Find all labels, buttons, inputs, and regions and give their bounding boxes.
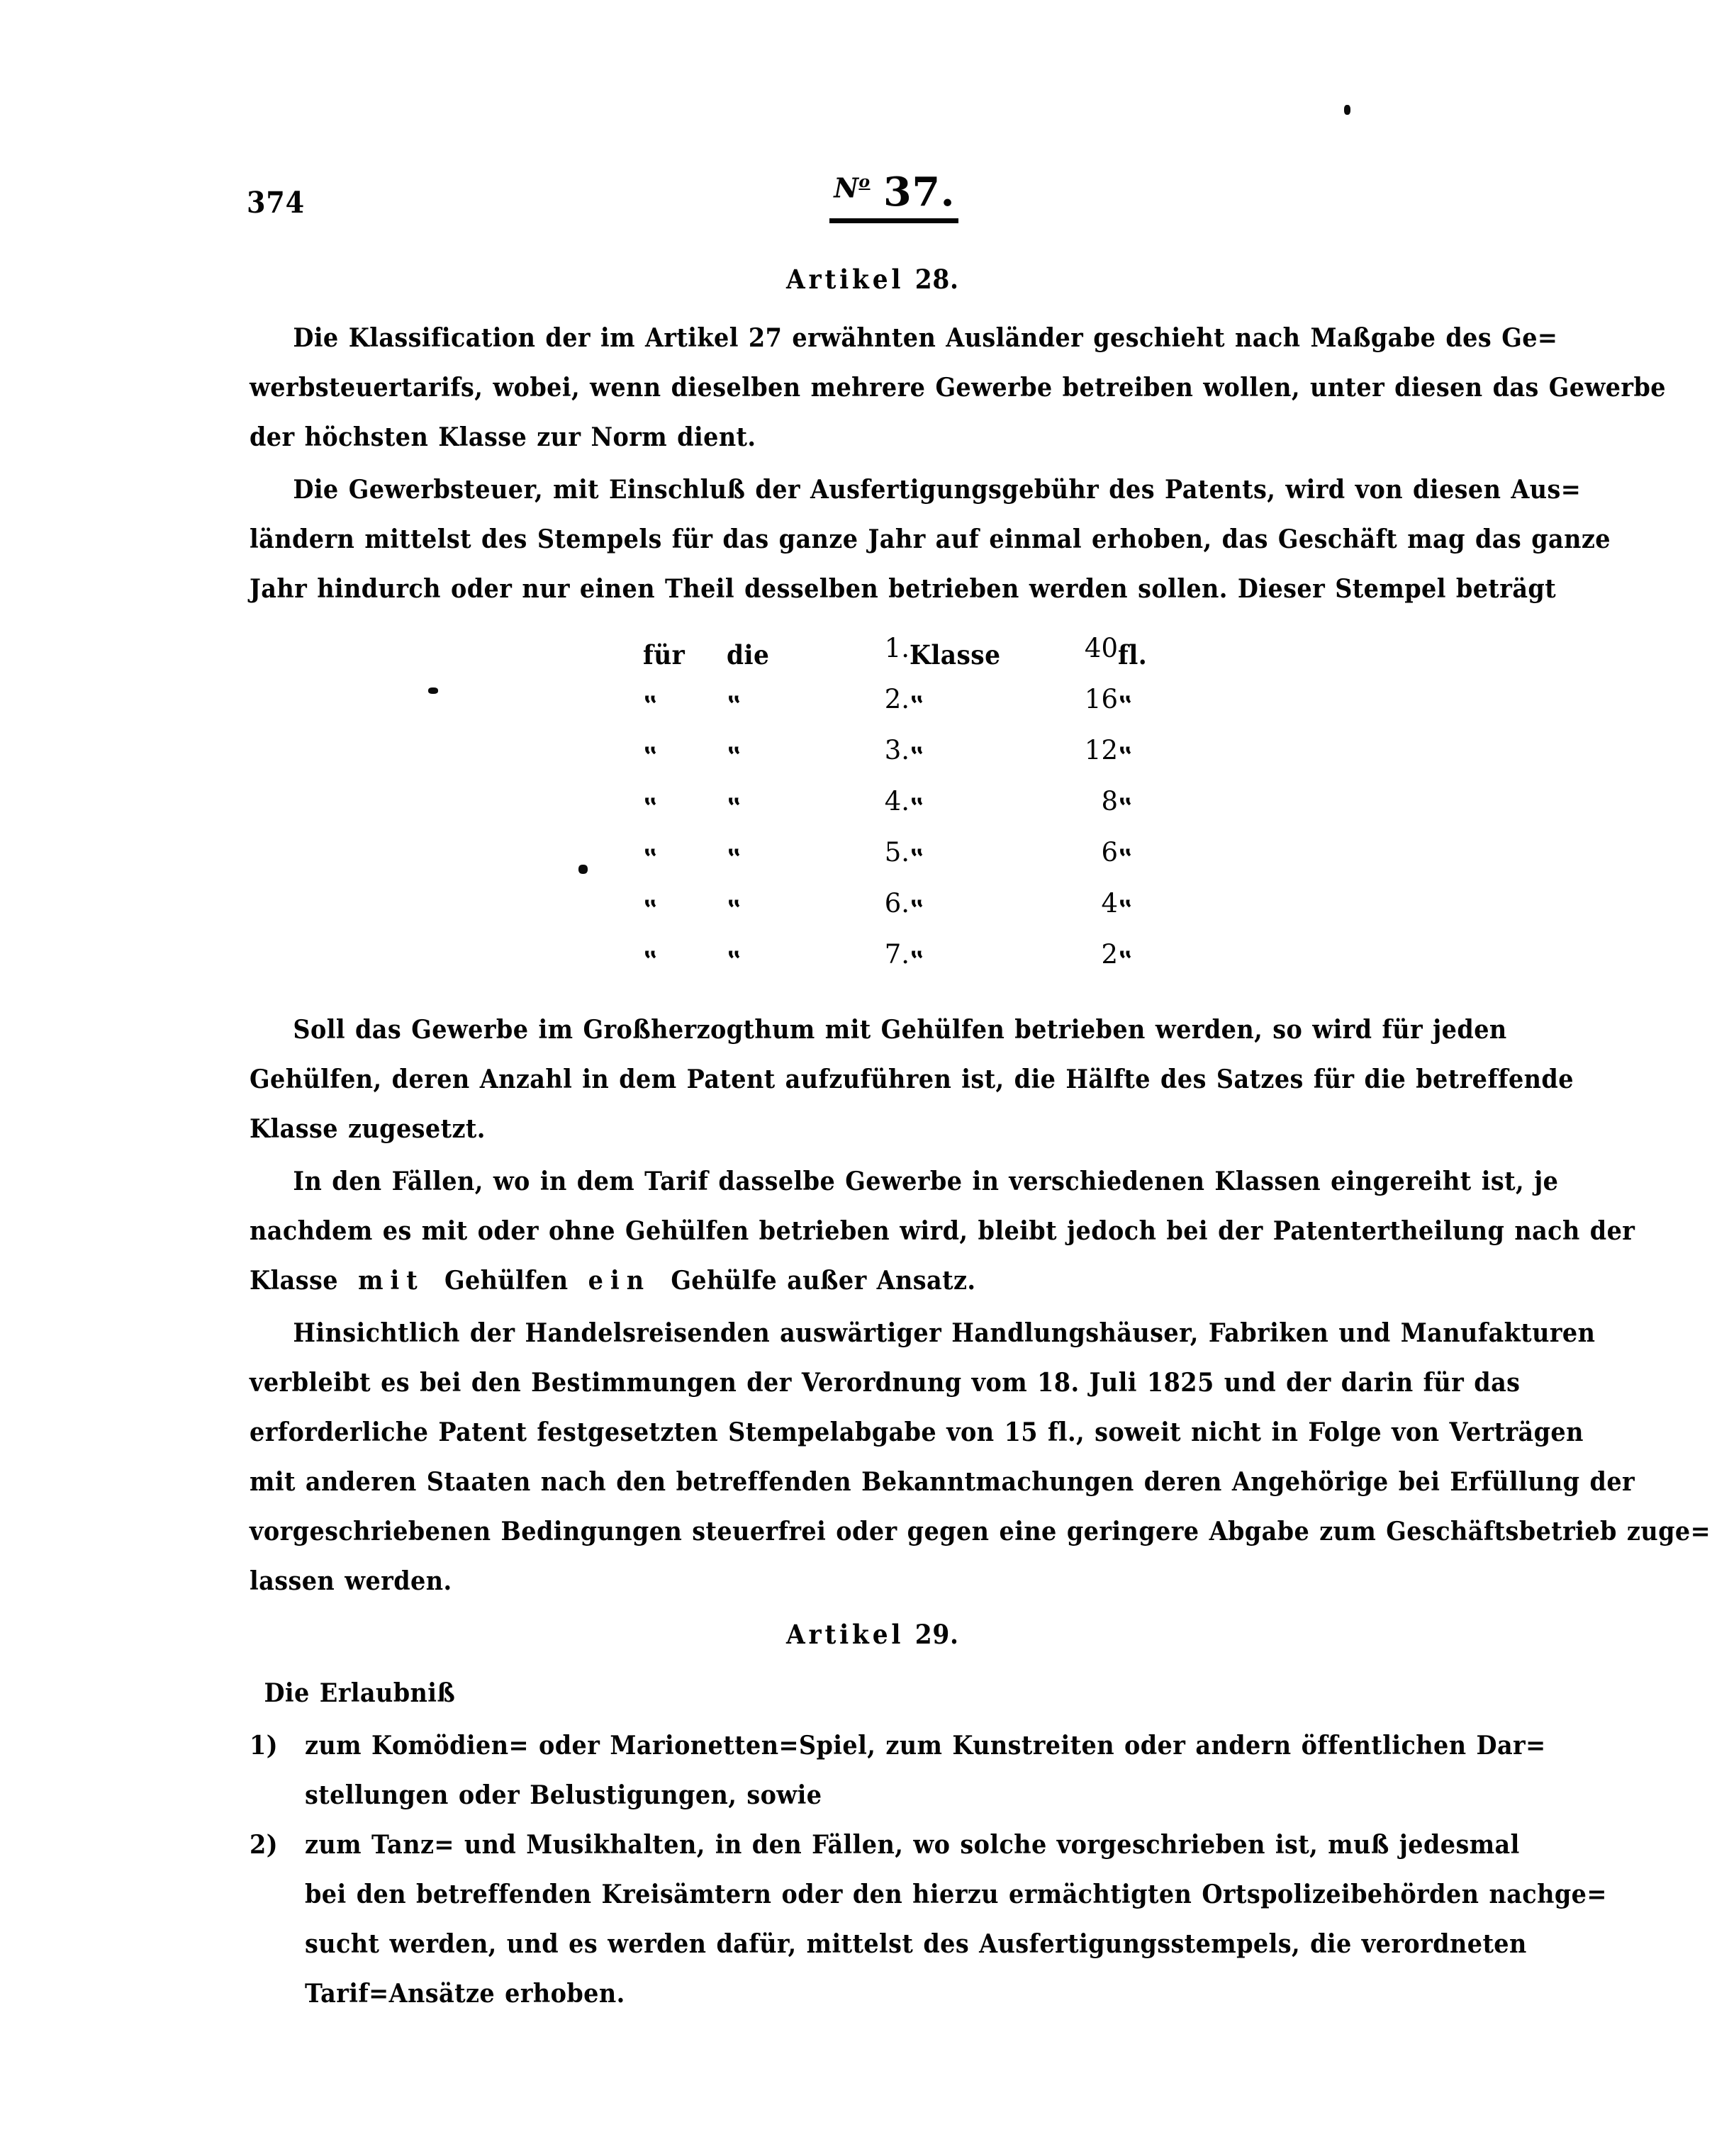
fee-class: 6. [884, 888, 910, 919]
list-item [250, 1820, 1607, 2019]
fee-unit: ‟ [1118, 741, 1134, 773]
table-row [643, 885, 1196, 936]
fee-class: 2. [884, 684, 910, 714]
fee-class-word: ‟ [910, 792, 925, 824]
article-29-heading-number: 29. [914, 1619, 959, 1650]
folio-number: 374 [247, 186, 305, 220]
article-28-paragraph-3 [250, 1005, 1589, 1154]
fee-lead: für [643, 639, 686, 670]
table-row [643, 782, 1196, 833]
fee-unit: ‟ [1118, 843, 1134, 875]
fee-amount: 6 [1101, 837, 1118, 868]
page-header [0, 169, 1729, 249]
article-29-heading-label: Artikel [785, 1619, 905, 1650]
list-item-line: stellungen oder Belustigungen, sowie [305, 1780, 822, 1810]
ink-speck [1344, 105, 1350, 115]
issue-number-value: 37. [883, 169, 955, 215]
fee-lead2: ‟ [727, 792, 742, 824]
fee-lead2: die [727, 639, 770, 670]
paragraph-line-emphasised [250, 1256, 1496, 1306]
paragraph-line: nachdem es mit oder ohne Gehülfen betrieben wird, bleibt jedoch bei der Patentertheilung nach der [250, 1216, 1635, 1246]
emphasis-context-a: Klasse [250, 1266, 338, 1296]
paragraph-line: ländern mittelst des Stempels für das ganze Jahr auf einmal erhoben, das Geschäft mag das ganze [250, 524, 1611, 554]
table-row [643, 833, 1196, 885]
paragraph-line: lassen werden. [250, 1566, 452, 1596]
list-item-line: Tarif=Ansätze erhoben. [305, 1979, 625, 2009]
ink-speck [428, 687, 438, 694]
paragraph-line: Klasse zugesetzt. [250, 1114, 486, 1144]
fee-lead2: ‟ [727, 945, 742, 977]
fee-table-grid [643, 629, 1196, 987]
fee-amount: 8 [1101, 786, 1118, 816]
list-item-line: zum Tanz= und Musikhalten, in den Fällen, wo solche vorgeschrieben ist, muß jedesmal [305, 1830, 1520, 1860]
list-item-marker: 1) [250, 1731, 278, 1761]
issue-prefix-superscript: o [858, 172, 871, 192]
issue-masthead [829, 169, 958, 223]
fee-class: 3. [884, 735, 910, 765]
fee-lead: ‟ [643, 690, 659, 722]
fee-unit: ‟ [1118, 945, 1134, 977]
fee-class: 4. [884, 786, 910, 816]
fee-unit: fl. [1118, 639, 1148, 670]
list-item-line: zum Komödien= oder Marionetten=Spiel, zum Kunstreiten oder andern öffentlichen Dar= [305, 1731, 1546, 1761]
paragraph-line: Die Gewerbsteuer, mit Einschluß der Ausfertigungsgebühr des Patents, wird von diesen Aus= [293, 475, 1582, 505]
article-29-heading [250, 1619, 1496, 1650]
document-body [250, 264, 1711, 2019]
paragraph-line: der höchsten Klasse zur Norm dient. [250, 422, 756, 452]
ink-speck [578, 865, 588, 874]
fee-class-word: Klasse [910, 639, 1001, 670]
article-28-paragraph-5 [250, 1308, 1711, 1606]
fee-amount: 2 [1101, 939, 1118, 970]
paragraph-line: Soll das Gewerbe im Großherzogthum mit Gehülfen betrieben werden, so wird für jeden [293, 1015, 1507, 1045]
fee-amount: 16 [1084, 684, 1118, 714]
fee-class-word: ‟ [910, 843, 925, 875]
fee-class-word: ‟ [910, 690, 925, 722]
fee-class-word: ‟ [910, 741, 925, 773]
fee-amount: 12 [1084, 735, 1118, 765]
article-28-paragraph-4 [250, 1157, 1635, 1306]
fee-lead: ‟ [643, 945, 659, 977]
emphasis-word-mit: mit [358, 1266, 425, 1296]
fee-class-word: ‟ [910, 894, 925, 926]
fee-amount: 40 [1084, 633, 1118, 663]
stamp-fee-table [250, 629, 1589, 987]
article-28-heading [250, 264, 1496, 295]
fee-class-word: ‟ [910, 945, 925, 977]
fee-lead: ‟ [643, 894, 659, 926]
paragraph-line: erforderliche Patent festgesetzten Stempelabgabe von 15 fl., soweit nicht in Folge von Verträgen [250, 1417, 1584, 1447]
fee-lead: ‟ [643, 843, 659, 875]
fee-unit: ‟ [1118, 894, 1134, 926]
article-28-paragraph-2 [250, 465, 1611, 614]
masthead-rule [829, 218, 958, 223]
fee-lead2: ‟ [727, 894, 742, 926]
paragraph-line: Die Klassification der im Artikel 27 erwähnten Ausländer geschieht nach Maßgabe des Ge= [293, 323, 1558, 353]
emphasis-word-ein: ein [588, 1266, 651, 1296]
article-29-lead-in: Die Erlaubniß [264, 1678, 456, 1708]
fee-lead2: ‟ [727, 690, 742, 722]
paragraph-line: verbleibt es bei den Bestimmungen der Verordnung vom 18. Juli 1825 und der darin für das [250, 1368, 1521, 1398]
paragraph-line: Jahr hindurch oder nur einen Theil desselben betrieben werden sollen. Dieser Stempel beträgt [250, 574, 1557, 604]
fee-class: 7. [884, 939, 910, 970]
fee-lead2: ‟ [727, 741, 742, 773]
paragraph-line: werbsteuertarifs, wobei, wenn dieselben mehrere Gewerbe betreiben wollen, unter diesen das Gewerbe [250, 373, 1666, 403]
fee-unit: ‟ [1118, 690, 1134, 722]
emphasis-context-c: Gehülfe außer Ansatz. [671, 1266, 976, 1296]
table-row [643, 629, 1196, 680]
article-28-heading-label: Artikel [785, 264, 905, 295]
paragraph-line: vorgeschriebenen Bedingungen steuerfrei oder gegen eine geringere Abgabe zum Geschäftsbetrieb zuge= [250, 1517, 1711, 1546]
fee-lead: ‟ [643, 792, 659, 824]
paragraph-line: Gehülfen, deren Anzahl in dem Patent aufzuführen ist, die Hälfte des Satzes für die betreffende [250, 1065, 1574, 1094]
list-item-marker: 2) [250, 1830, 278, 1860]
article-28-heading-number: 28. [914, 264, 959, 295]
paragraph-line: In den Fällen, wo in dem Tarif dasselbe Gewerbe in verschiedenen Klassen eingereiht ist, je [293, 1167, 1559, 1196]
table-row [643, 680, 1196, 731]
fee-class: 5. [884, 837, 910, 868]
paragraph-line: mit anderen Staaten nach den betreffenden Bekanntmachungen deren Angehörige bei Erfüllung der [250, 1467, 1635, 1497]
issue-number-abbrev [834, 172, 870, 204]
fee-class: 1. [884, 633, 910, 663]
table-row [643, 731, 1196, 782]
fee-lead: ‟ [643, 741, 659, 773]
list-item [250, 1721, 1589, 1820]
fee-unit: ‟ [1118, 792, 1134, 824]
list-item-line: sucht werden, und es werden dafür, mittelst des Ausfertigungsstempels, die verordneten [305, 1929, 1527, 1959]
article-28-paragraph-1 [250, 313, 1666, 462]
paragraph-line: Hinsichtlich der Handelsreisenden auswärtiger Handlungshäuser, Fabriken und Manufakturen [293, 1318, 1596, 1348]
fee-lead2: ‟ [727, 843, 742, 875]
table-row [643, 936, 1196, 987]
fee-amount: 4 [1101, 888, 1118, 919]
issue-prefix-letter: N [834, 172, 859, 204]
list-item-line: bei den betreffenden Kreisämtern oder den hierzu ermächtigten Ortspolizeibehörden nachge= [305, 1880, 1607, 1909]
emphasis-context-b: Gehülfen [444, 1266, 569, 1296]
